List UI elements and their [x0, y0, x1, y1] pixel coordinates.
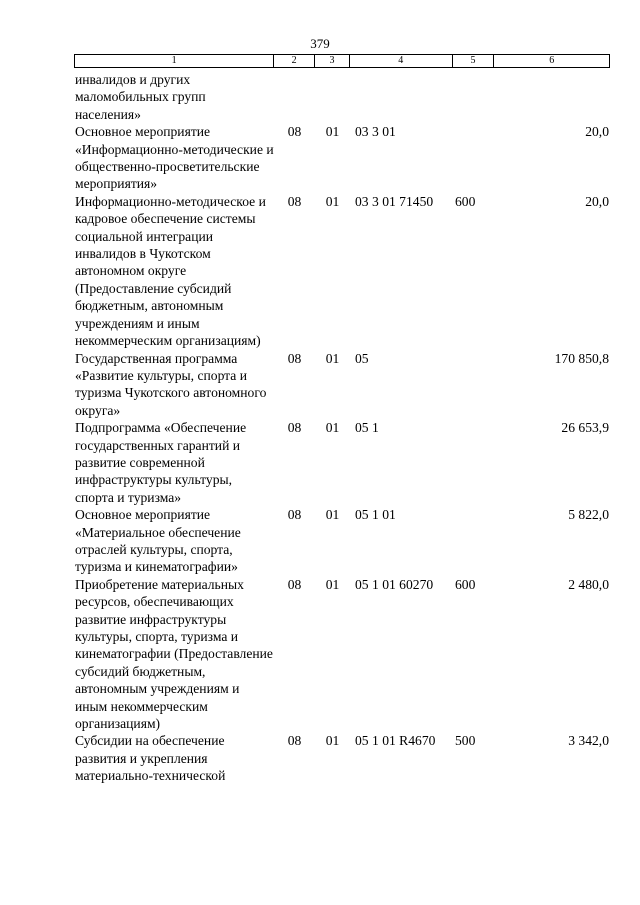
- row-amount: 170 850,8: [554, 350, 609, 366]
- row-amount: 26 653,9: [561, 420, 609, 436]
- row-name: инвалидов и других маломобильных групп населения»: [75, 72, 206, 122]
- row-target-article: 05 1 01: [355, 507, 396, 523]
- row-target-article: [350, 71, 453, 123]
- table-row: [74, 71, 610, 123]
- row-name: Информационно-методическое и кадровое обеспечение системы социальной интеграции инвалидов в Чукотском автономном округе (Предоставление субсидий бюджетным, автономным учреждениям и иным некоммерческим организациям): [75, 193, 266, 349]
- row-section: 08: [287, 124, 302, 140]
- row-section: 08: [287, 733, 302, 749]
- budget-table-body: [74, 71, 610, 785]
- row-target-article: 03 3 01: [355, 124, 396, 140]
- table-row: [74, 350, 610, 420]
- row-expense-type: [453, 123, 495, 193]
- row-amount: 2 480,0: [568, 576, 609, 592]
- header-col-6: 6: [549, 55, 555, 66]
- row-amount: 5 822,0: [568, 507, 609, 523]
- row-section: 08: [287, 420, 302, 436]
- row-section: 08: [287, 350, 302, 366]
- row-amount: 20,0: [585, 124, 609, 140]
- table-row: [74, 576, 610, 733]
- row-expense-type: 600: [455, 576, 476, 592]
- row-amount: 3 342,0: [568, 733, 609, 749]
- header-col-2: 2: [274, 55, 315, 67]
- row-target-article: 05 1 01 60270: [355, 576, 434, 592]
- row-target-article: 05 1: [355, 420, 379, 436]
- row-subsection: 01: [325, 420, 340, 436]
- row-target-article: 05: [355, 350, 369, 366]
- row-subsection: 01: [325, 350, 340, 366]
- row-expense-type: [453, 506, 495, 576]
- row-subsection: 01: [325, 124, 340, 140]
- header-col-4: 4: [350, 55, 453, 67]
- row-section: 08: [287, 507, 302, 523]
- row-expense-type: 600: [455, 193, 476, 209]
- row-name: Подпрограмма «Обеспечение государственных гарантий и развитие современной инфраструктуры культуры, спорта и туризма»: [75, 420, 247, 505]
- row-target-article: 05 1 01 R4670: [355, 733, 436, 749]
- row-subsection: 01: [325, 193, 340, 209]
- table-row: [74, 506, 610, 576]
- row-expense-type: [453, 71, 495, 123]
- row-expense-type: [453, 419, 495, 506]
- row-target-article: 03 3 01 71450: [355, 193, 434, 209]
- table-row: [74, 123, 610, 193]
- row-subsection: [315, 71, 350, 123]
- row-name: Государственная программа «Развитие культуры, спорта и туризма Чукотского автономного округа»: [75, 350, 267, 418]
- row-name: Субсидии на обеспечение развития и укрепления материально-технической: [75, 733, 226, 784]
- row-name: Приобретение материальных ресурсов, обеспечивающих развитие инфраструктуры культуры, спорта, туризма и кинематографии (Предоставление субсидий бюджетным, автономным учреждениям и иным некоммерческим организациям): [75, 576, 273, 732]
- row-amount: 20,0: [585, 193, 609, 209]
- row-section: 08: [287, 576, 302, 592]
- row-name: Основное мероприятие «Материальное обеспечение отраслей культуры, спорта, туризма и кинематографии»: [75, 507, 241, 575]
- table-row: [74, 732, 610, 784]
- header-col-5: 5: [453, 55, 495, 67]
- header-col-1: 1: [75, 55, 274, 67]
- row-subsection: 01: [325, 576, 340, 592]
- row-expense-type: [453, 350, 495, 420]
- header-col-3: 3: [315, 55, 350, 67]
- table-row: [74, 419, 610, 506]
- row-section: 08: [287, 193, 302, 209]
- row-section: [274, 71, 315, 123]
- row-amount: [495, 71, 610, 123]
- row-name: Основное мероприятие «Информационно-методические и общественно-просветительские мероприятия»: [75, 124, 274, 192]
- table-row: [74, 193, 610, 350]
- row-expense-type: 500: [455, 733, 476, 749]
- row-subsection: 01: [325, 507, 340, 523]
- row-subsection: 01: [325, 733, 340, 749]
- page-number: 379: [310, 36, 330, 51]
- table-header: [74, 54, 610, 68]
